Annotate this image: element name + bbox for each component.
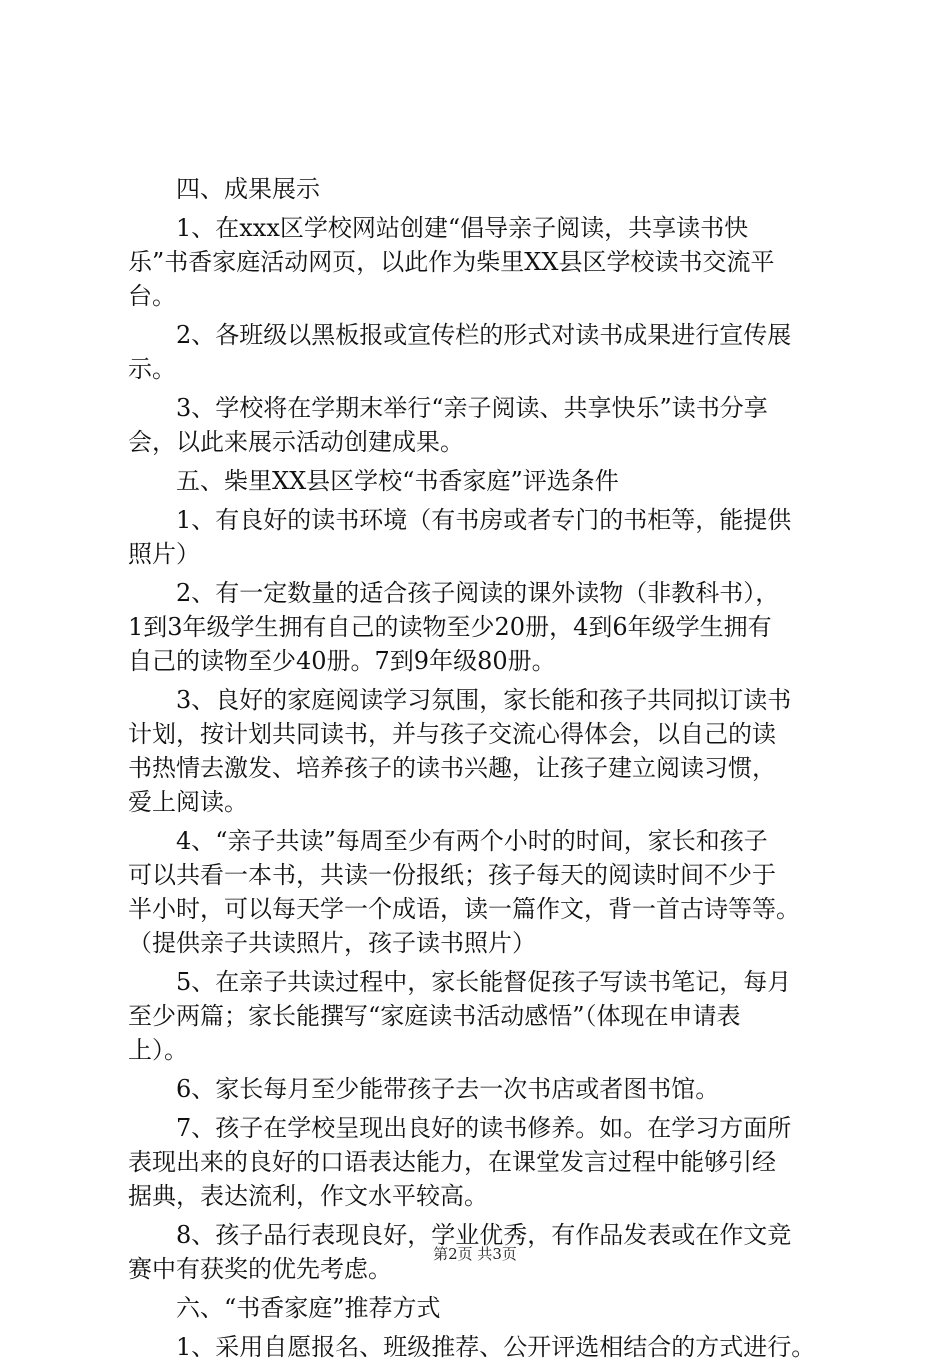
text-line: 2、各班级以黑板报或宣传栏的形式对读书成果进行宣传展 bbox=[176, 321, 792, 349]
text-line: 6、家长每月至少能带孩子去一次书店或者图书馆。 bbox=[176, 1075, 720, 1103]
text-line: 乐”书香家庭活动网页，以此作为柴里XX县区学校读书交流平 bbox=[128, 248, 775, 276]
text-line: 7、孩子在学校呈现出良好的读书修养。如。在学习方面所 bbox=[176, 1114, 792, 1142]
text-line: 至少两篇；家长能撰写“家庭读书活动感悟”（体现在申请表 bbox=[128, 1002, 741, 1030]
text-line: 上）。 bbox=[128, 1036, 188, 1064]
text-line: 2、有一定数量的适合孩子阅读的课外读物（非教科书）， bbox=[176, 579, 780, 607]
paragraph-4-1 bbox=[128, 211, 848, 313]
text-line: 半小时，可以每天学一个成语，读一篇作文，背一首古诗等等。 bbox=[128, 895, 800, 923]
text-line: 8、孩子品行表现良好，学业优秀，有作品发表或在作文竞 bbox=[176, 1221, 792, 1249]
paragraph-4-3 bbox=[128, 391, 848, 459]
paragraph-5-6 bbox=[128, 1072, 848, 1106]
text-line: 六、“书香家庭”推荐方式 bbox=[176, 1294, 441, 1322]
text-line: 赛中有获奖的优先考虑。 bbox=[128, 1255, 392, 1283]
text-line: 3、学校将在学期末举行“亲子阅读、共享快乐”读书分享 bbox=[176, 394, 768, 422]
text-line: 可以共看一本书，共读一份报纸；孩子每天的阅读时间不少于 bbox=[128, 861, 776, 889]
paragraph-5-3 bbox=[128, 683, 848, 819]
text-line: 台。 bbox=[128, 282, 176, 310]
text-line: 1、在xxx区学校网站创建“倡导亲子阅读，共享读书快 bbox=[176, 214, 749, 242]
section-heading-4 bbox=[128, 172, 848, 206]
text-line: 表现出来的良好的口语表达能力，在课堂发言过程中能够引经 bbox=[128, 1148, 776, 1176]
text-line: 示。 bbox=[128, 355, 176, 383]
text-line: 5、在亲子共读过程中，家长能督促孩子写读书笔记，每月 bbox=[176, 968, 792, 996]
paragraph-4-2 bbox=[128, 318, 848, 386]
paragraph-5-4 bbox=[128, 824, 848, 960]
text-line: 1、有良好的读书环境（有书房或者专门的书柜等，能提供 bbox=[176, 506, 792, 534]
text-line: 五、柴里XX县区学校“书香家庭”评选条件 bbox=[176, 467, 619, 495]
page-number-footer: 第2页 共3页 bbox=[433, 1245, 517, 1263]
text-line: 1到3年级学生拥有自己的读物至少20册，4到6年级学生拥有 bbox=[128, 613, 772, 641]
document-body bbox=[128, 172, 848, 1369]
text-line: 四、成果展示 bbox=[176, 175, 320, 203]
paragraph-6-1 bbox=[128, 1330, 848, 1364]
paragraph-5-1 bbox=[128, 503, 848, 571]
section-heading-5 bbox=[128, 464, 848, 498]
section-heading-6 bbox=[128, 1291, 848, 1325]
text-line: 4、“亲子共读”每周至少有两个小时的时间，家长和孩子 bbox=[176, 827, 768, 855]
text-line: 书热情去激发、培养孩子的读书兴趣，让孩子建立阅读习惯， bbox=[128, 754, 776, 782]
text-line: 计划，按计划共同读书，并与孩子交流心得体会，以自己的读 bbox=[128, 720, 776, 748]
text-line: 据典，表达流利，作文水平较高。 bbox=[128, 1182, 488, 1210]
text-line: 1、采用自愿报名、班级推荐、公开评选相结合的方式进行。 bbox=[176, 1333, 816, 1361]
text-line: 爱上阅读。 bbox=[128, 788, 248, 816]
paragraph-5-2 bbox=[128, 576, 848, 678]
text-line: 会，以此来展示活动创建成果。 bbox=[128, 428, 464, 456]
paragraph-5-5 bbox=[128, 965, 848, 1067]
paragraph-5-7 bbox=[128, 1111, 848, 1213]
text-line: 3、良好的家庭阅读学习氛围，家长能和孩子共同拟订读书 bbox=[176, 686, 792, 714]
text-line: （提供亲子共读照片，孩子读书照片） bbox=[128, 929, 536, 957]
text-line: 自己的读物至少40册。7到9年级80册。 bbox=[128, 647, 556, 675]
text-line: 照片） bbox=[128, 540, 200, 568]
